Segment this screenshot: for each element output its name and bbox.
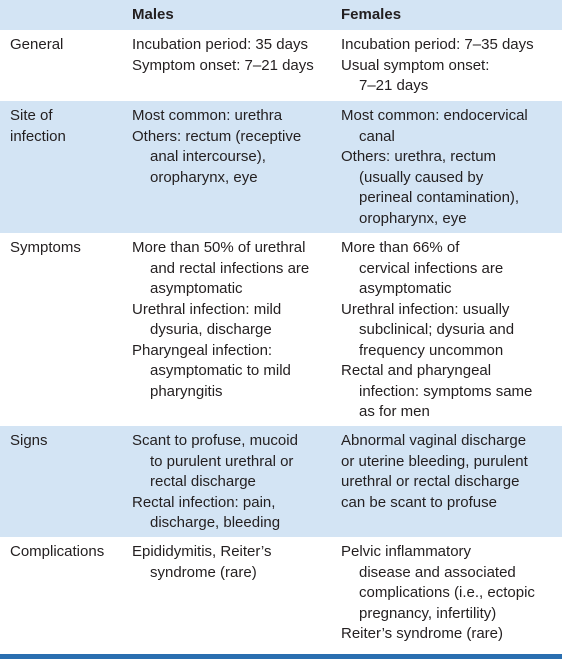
cell-line: asymptomatic <box>150 280 243 297</box>
cell-line: dysuria, discharge <box>150 321 272 338</box>
cell-line: Complications <box>10 543 105 560</box>
table-row-symptoms <box>0 233 562 426</box>
table-bottom-rule <box>0 654 562 659</box>
females-cell <box>341 238 556 423</box>
cell-line: Urethral infection: mild <box>132 300 282 318</box>
cell-line: pharyngitis <box>150 382 223 400</box>
cell-line: subclinical; dysuria and <box>359 321 515 338</box>
cell-line: (usually caused by <box>359 168 484 186</box>
cell-line: Symptom onset: 7–21 days <box>132 56 314 74</box>
cell-line: Pelvic inflammatory <box>341 543 472 560</box>
cell-line: Scant to profuse, mucoid <box>132 432 298 449</box>
cell-line: to purulent urethral or <box>150 452 294 470</box>
cell-line: or uterine bleeding, purulent <box>341 452 528 470</box>
cell-line: Most common: urethra <box>132 107 283 124</box>
row-label <box>10 35 125 56</box>
table-row-general <box>0 30 562 101</box>
cell-line: Incubation period: 35 days <box>132 36 308 53</box>
cell-line: rectal discharge <box>150 473 256 490</box>
row-label <box>10 431 125 452</box>
cell-line: Rectal infection: pain, <box>132 493 276 511</box>
table-header-row <box>0 0 562 30</box>
females-cell <box>341 542 556 645</box>
cell-line: perineal contamination), <box>359 189 520 206</box>
header-males: Males <box>132 6 174 23</box>
cell-line: pregnancy, infertility) <box>359 604 497 622</box>
cell-line: and rectal infections are <box>150 259 310 277</box>
cell-line: Signs <box>10 432 48 449</box>
females-cell <box>341 35 556 97</box>
cell-line: urethral or rectal discharge <box>341 473 520 490</box>
cell-line: Site of <box>10 107 53 124</box>
cell-line: disease and associated <box>359 563 516 581</box>
cell-line: Incubation period: 7–35 days <box>341 36 534 53</box>
cell-line: Usual symptom onset: <box>341 56 490 74</box>
table-row-signs <box>0 426 562 537</box>
females-cell <box>341 106 556 229</box>
cell-line: Pharyngeal infection: <box>132 341 273 359</box>
males-cell <box>132 542 332 583</box>
cell-line: Others: urethra, rectum <box>341 148 497 165</box>
cell-line: More than 66% of <box>341 239 460 256</box>
cell-line: Abnormal vaginal discharge <box>341 432 527 449</box>
males-cell <box>132 431 332 534</box>
cell-line: More than 50% of urethral <box>132 239 306 256</box>
females-cell <box>341 431 556 513</box>
cell-line: General <box>10 36 64 53</box>
cell-line: Others: rectum (receptive <box>132 127 302 145</box>
cell-line: anal intercourse), <box>150 148 266 165</box>
cell-line: Reiter’s syndrome (rare) <box>341 625 503 642</box>
cell-line: asymptomatic to mild <box>150 362 291 379</box>
cell-line: Symptoms <box>10 239 81 256</box>
cell-line: syndrome (rare) <box>150 563 257 581</box>
table-row-site-of-infection <box>0 101 562 233</box>
cell-line: Most common: endocervical <box>341 107 528 124</box>
table-row-complications <box>0 537 562 654</box>
cell-line: canal <box>359 127 395 145</box>
cell-line: infection: symptoms same <box>359 382 533 400</box>
cell-line: infection <box>10 127 66 145</box>
header-females: Females <box>341 6 402 23</box>
cell-line: asymptomatic <box>359 280 452 297</box>
row-label <box>10 106 125 147</box>
cell-line: oropharynx, eye <box>359 209 467 227</box>
row-label <box>10 542 125 563</box>
cell-line: discharge, bleeding <box>150 514 281 531</box>
row-label <box>10 238 125 259</box>
males-cell <box>132 106 332 188</box>
cell-line: frequency uncommon <box>359 341 504 359</box>
cell-line: Epididymitis, Reiter’s <box>132 543 272 560</box>
males-cell <box>132 238 332 402</box>
cell-line: can be scant to profuse <box>341 493 497 511</box>
cell-line: cervical infections are <box>359 259 504 277</box>
cell-line: Rectal and pharyngeal <box>341 362 492 379</box>
males-cell <box>132 35 332 76</box>
cell-line: complications (i.e., ectopic <box>359 584 535 601</box>
cell-line: as for men <box>359 403 430 420</box>
cell-line: Urethral infection: usually <box>341 300 510 318</box>
cell-line: 7–21 days <box>359 77 429 94</box>
cell-line: oropharynx, eye <box>150 168 258 186</box>
